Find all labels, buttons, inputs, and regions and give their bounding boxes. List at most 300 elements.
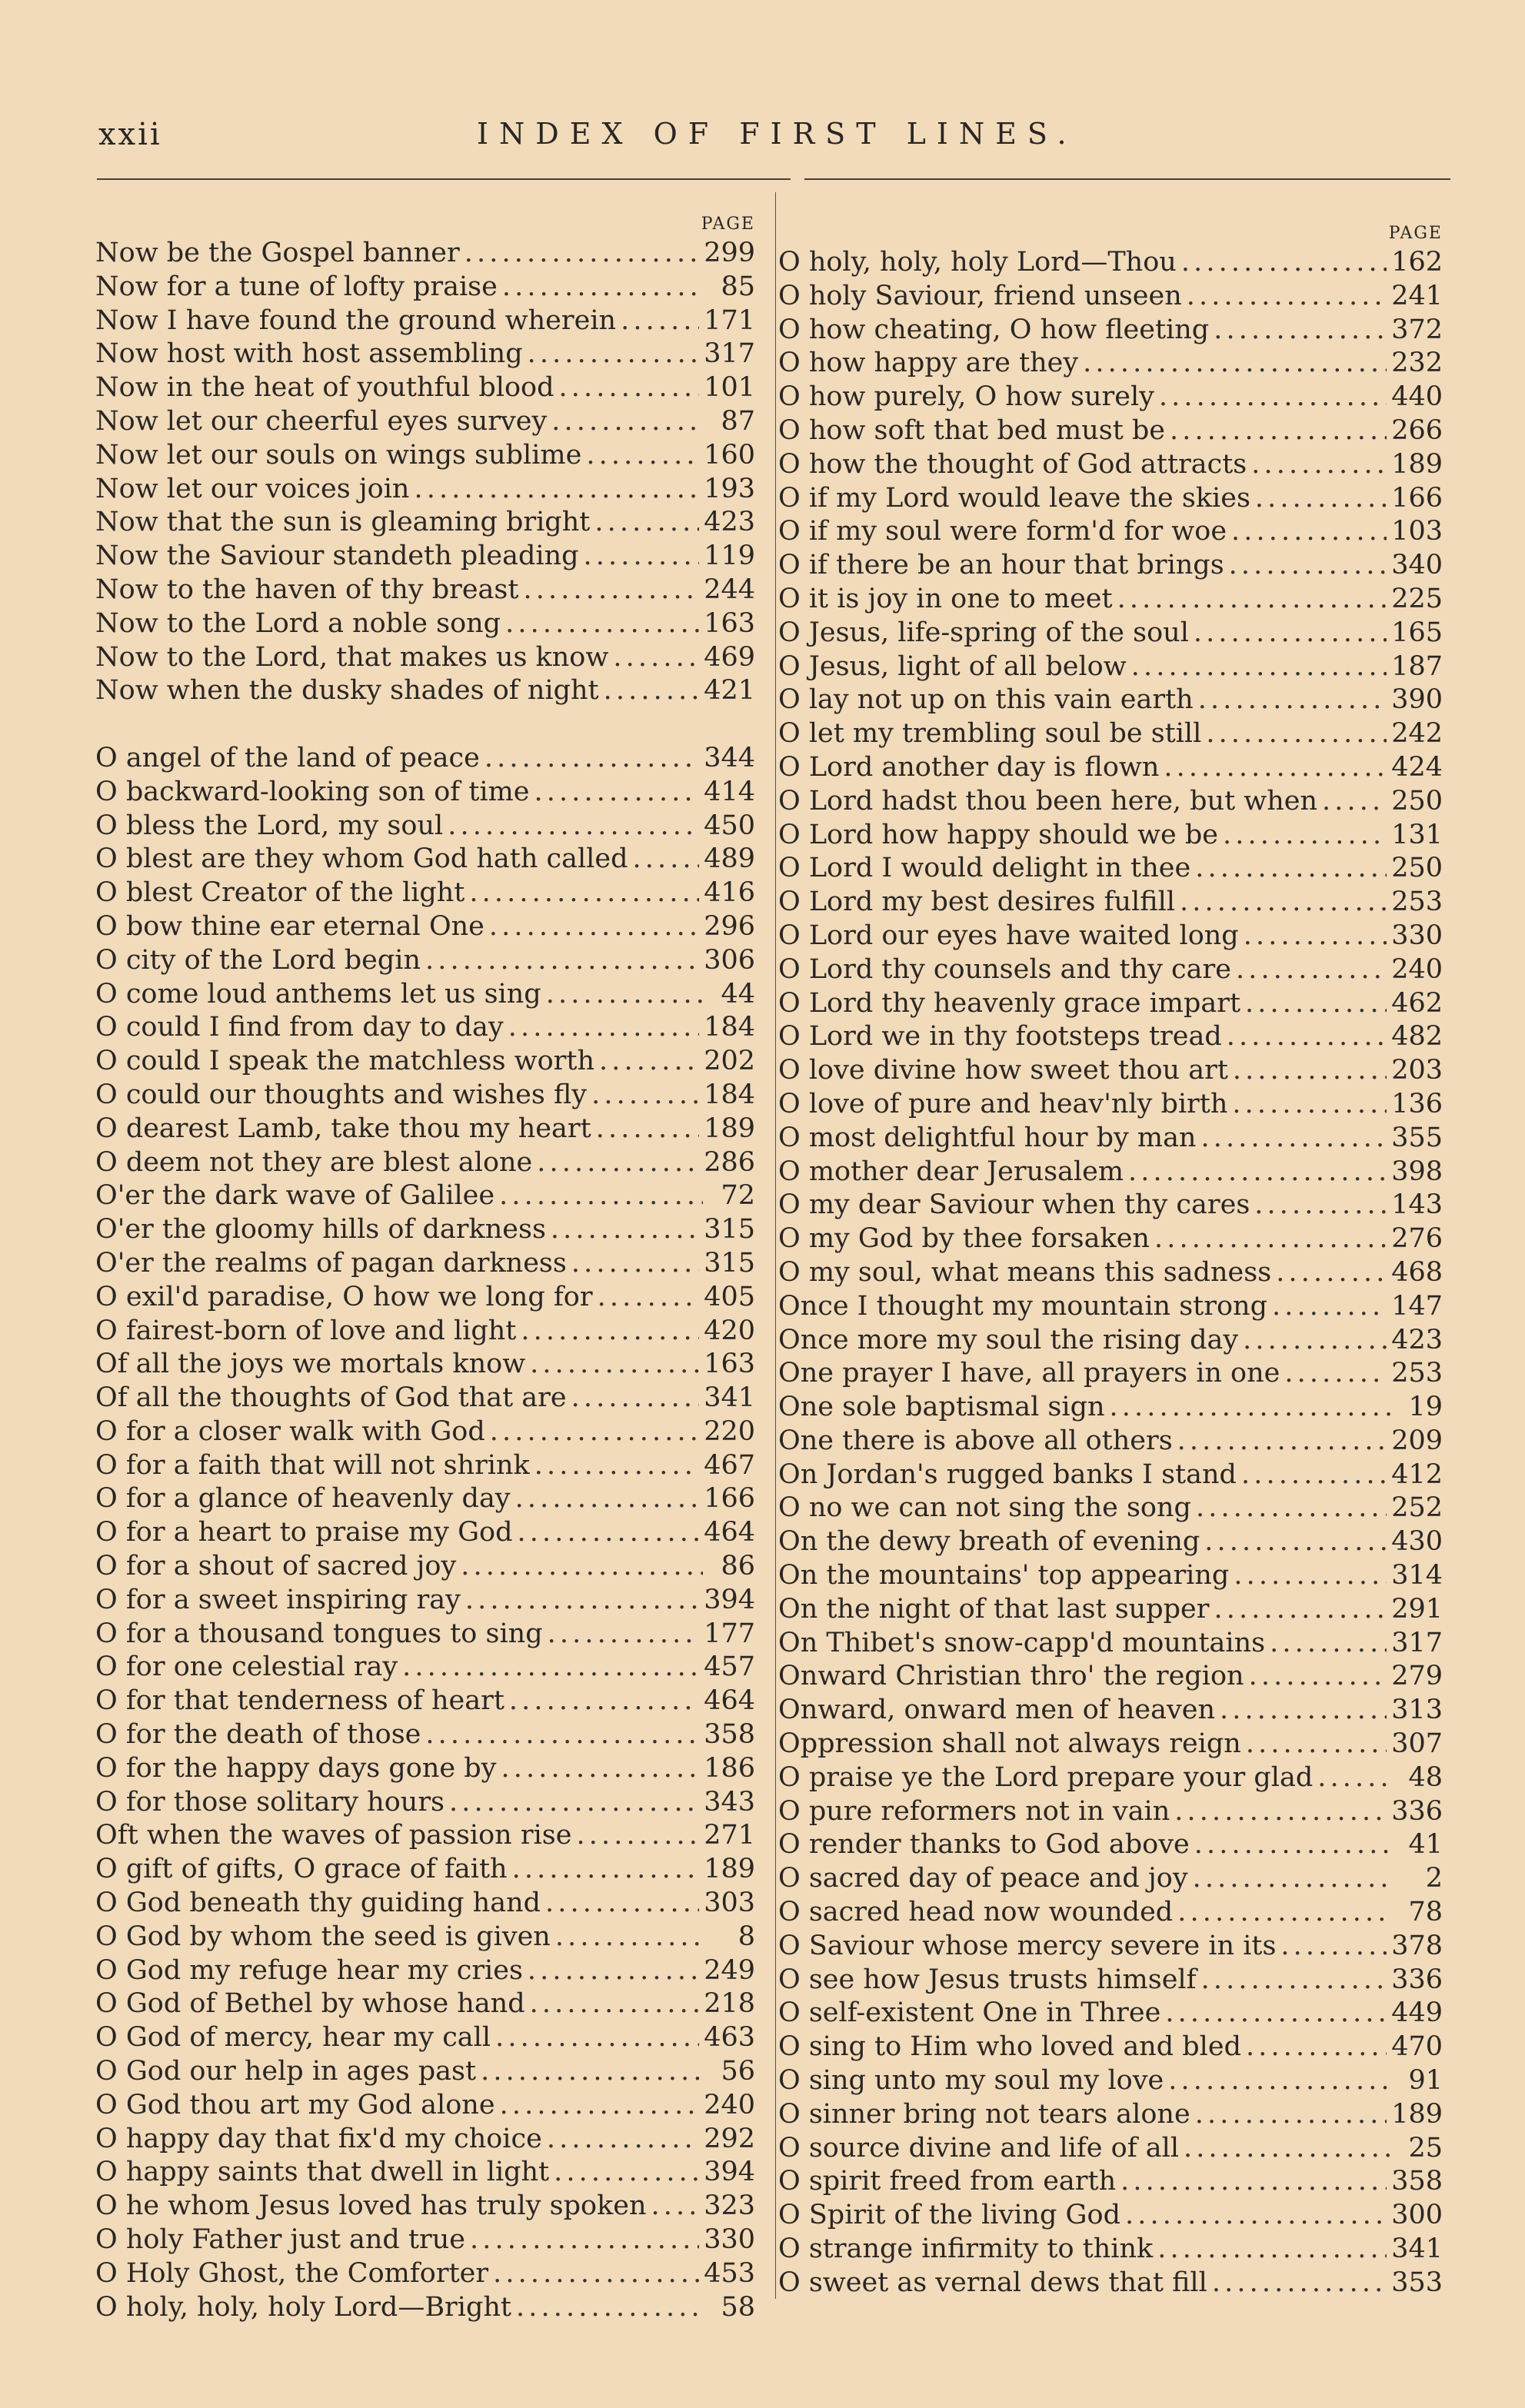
page-reference: 341 bbox=[1391, 2233, 1443, 2265]
index-entry bbox=[95, 1113, 755, 1146]
page-reference: 252 bbox=[1391, 1492, 1443, 1524]
page-reference: 242 bbox=[1391, 718, 1443, 750]
first-line-text: On the night of that last supper bbox=[778, 1593, 1210, 1625]
first-line-text: O praise ye the Lord prepare your glad bbox=[778, 1761, 1314, 1793]
dot-leader bbox=[1255, 482, 1387, 516]
first-line-text: O for the happy days gone by bbox=[95, 1752, 497, 1784]
index-entry bbox=[95, 1685, 755, 1718]
first-line-text: Once I thought my mountain strong bbox=[778, 1290, 1267, 1322]
dot-leader bbox=[599, 1045, 699, 1079]
dot-leader bbox=[1241, 1458, 1387, 1492]
index-entry bbox=[778, 785, 1443, 819]
index-entry bbox=[95, 1819, 755, 1853]
dot-leader bbox=[1231, 515, 1387, 549]
page-column-label: PAGE bbox=[1388, 224, 1443, 243]
first-line-text: O backward-looking son of time bbox=[95, 776, 530, 807]
dot-leader bbox=[1234, 1559, 1387, 1593]
first-line-text: O mother dear Jerusalem bbox=[778, 1156, 1124, 1187]
index-entry bbox=[778, 1660, 1443, 1694]
index-entry bbox=[95, 405, 755, 439]
dot-leader bbox=[461, 1550, 703, 1584]
dot-leader bbox=[555, 1921, 703, 1954]
page-reference: 186 bbox=[704, 1752, 755, 1784]
dot-leader bbox=[402, 1651, 699, 1685]
first-line-text: O for a heart to praise my God bbox=[95, 1517, 513, 1548]
index-entry bbox=[778, 2098, 1443, 2132]
page-reference: 449 bbox=[1391, 1997, 1443, 2029]
page-reference: 253 bbox=[1391, 1358, 1443, 1389]
first-line-text: O God by whom the seed is given bbox=[95, 1921, 551, 1952]
index-entry bbox=[778, 347, 1443, 381]
index-entry bbox=[95, 674, 755, 708]
page-reference: 420 bbox=[704, 1315, 755, 1346]
page-reference: 482 bbox=[1391, 1021, 1443, 1053]
dot-leader bbox=[1177, 1425, 1387, 1458]
first-line-text: O blest Creator of the light bbox=[95, 877, 465, 909]
page-reference: 271 bbox=[704, 1820, 755, 1851]
index-entry bbox=[778, 886, 1443, 920]
page-reference: 162 bbox=[1391, 247, 1443, 278]
header-rule-left bbox=[97, 178, 791, 180]
page-reference: 423 bbox=[704, 507, 755, 538]
first-line-text: O bow thine ear eternal One bbox=[95, 910, 484, 942]
page-reference: 330 bbox=[1391, 920, 1443, 951]
dot-leader bbox=[1083, 347, 1387, 381]
first-line-text: O God my refuge hear my cries bbox=[95, 1954, 523, 1986]
right-entries bbox=[778, 246, 1443, 2300]
page-reference: 147 bbox=[1391, 1290, 1443, 1322]
first-line-text: Now in the heat of youthful blood bbox=[95, 372, 554, 404]
page-reference: 394 bbox=[704, 2157, 755, 2188]
page-reference: 163 bbox=[704, 1349, 755, 1380]
dot-leader bbox=[1244, 920, 1387, 953]
index-entry bbox=[778, 751, 1443, 785]
index-entry bbox=[95, 1045, 755, 1079]
first-line-text: O Jesus, light of all below bbox=[778, 650, 1127, 682]
page-reference: 220 bbox=[704, 1415, 755, 1447]
page-reference: 160 bbox=[704, 439, 755, 471]
dot-leader bbox=[481, 2055, 703, 2089]
dot-leader bbox=[495, 2021, 699, 2055]
page-reference: 189 bbox=[704, 1854, 755, 1885]
page-reference: 394 bbox=[704, 1584, 755, 1615]
dot-leader bbox=[1168, 2064, 1390, 2098]
dot-leader bbox=[414, 473, 699, 507]
page-reference: 286 bbox=[704, 1146, 755, 1178]
index-entry bbox=[95, 1247, 755, 1281]
page-reference: 358 bbox=[1391, 2166, 1443, 2197]
first-line-text: O if my Lord would leave the skies bbox=[778, 482, 1250, 514]
index-entry bbox=[778, 1627, 1443, 1661]
page-reference: 249 bbox=[704, 1954, 755, 1986]
page-reference: 91 bbox=[1408, 2065, 1443, 2097]
first-line-text: O how soft that bed must be bbox=[778, 414, 1166, 446]
page-reference: 457 bbox=[704, 1651, 755, 1683]
index-entry bbox=[778, 852, 1443, 886]
index-entry bbox=[778, 2199, 1443, 2233]
index-entry bbox=[95, 1281, 755, 1315]
first-line-text: O Holy Ghost, the Comforter bbox=[95, 2257, 489, 2289]
first-line-text: On the mountains' top appearing bbox=[778, 1560, 1230, 1591]
dot-leader bbox=[534, 776, 700, 810]
page-reference: 343 bbox=[704, 1786, 755, 1818]
dot-leader bbox=[584, 540, 700, 574]
first-line-text: Oppression shall not always reign bbox=[778, 1728, 1241, 1760]
first-line-text: O God beneath thy guiding hand bbox=[95, 1887, 541, 1919]
index-entry bbox=[95, 1550, 755, 1584]
index-entry bbox=[778, 920, 1443, 953]
first-line-text: On the dewy breath of evening bbox=[778, 1526, 1200, 1558]
page-reference: 423 bbox=[1391, 1324, 1443, 1355]
first-line-text: O it is joy in one to meet bbox=[778, 583, 1113, 614]
dot-leader bbox=[1117, 583, 1387, 617]
first-line-text: O God our help in ages past bbox=[95, 2056, 477, 2087]
page-reference: 469 bbox=[704, 641, 755, 673]
index-entry bbox=[95, 1584, 755, 1618]
index-entry bbox=[778, 1256, 1443, 1290]
page-reference: 136 bbox=[1391, 1088, 1443, 1119]
page-reference: 430 bbox=[1391, 1526, 1443, 1558]
page-reference: 450 bbox=[704, 810, 755, 841]
index-entry bbox=[95, 1954, 755, 1988]
dot-leader bbox=[1243, 1324, 1387, 1358]
index-entry bbox=[778, 1357, 1443, 1391]
index-entry bbox=[778, 1222, 1443, 1256]
dot-leader bbox=[493, 2257, 699, 2291]
page-reference: 86 bbox=[721, 1551, 755, 1582]
dot-leader bbox=[1195, 852, 1387, 886]
page-reference: 78 bbox=[1408, 1897, 1443, 1928]
page-reference: 103 bbox=[1391, 516, 1443, 547]
index-entry bbox=[95, 843, 755, 876]
first-line-text: O happy day that fix'd my choice bbox=[95, 2123, 542, 2154]
index-entry bbox=[95, 910, 755, 944]
index-entry bbox=[778, 953, 1443, 987]
first-line-text: O my dear Saviour when thy cares bbox=[778, 1189, 1250, 1221]
page-reference: 101 bbox=[704, 372, 755, 404]
index-entry bbox=[778, 1559, 1443, 1593]
index-entry bbox=[778, 650, 1443, 684]
page-reference: 405 bbox=[704, 1281, 755, 1312]
dot-leader bbox=[559, 371, 700, 405]
index-entry bbox=[95, 574, 755, 607]
dot-leader bbox=[1201, 1964, 1387, 1997]
index-entry bbox=[778, 1492, 1443, 1525]
index-entry bbox=[778, 1156, 1443, 1189]
index-entry bbox=[95, 304, 755, 338]
running-head: INDEX OF FIRST LINES. bbox=[477, 117, 1077, 151]
index-entry bbox=[778, 617, 1443, 650]
dot-leader bbox=[633, 843, 700, 876]
dot-leader bbox=[1200, 1122, 1387, 1156]
page-reference: 358 bbox=[704, 1719, 755, 1751]
index-entry bbox=[778, 280, 1443, 314]
first-line-text: O Lord thy heavenly grace impart bbox=[778, 987, 1241, 1019]
first-line-text: O Lord hadst thou been here, but when bbox=[778, 785, 1318, 817]
page-reference: 250 bbox=[1391, 785, 1443, 817]
page-reference: 299 bbox=[704, 238, 755, 268]
dot-leader bbox=[1187, 280, 1387, 314]
dot-leader bbox=[1246, 1728, 1387, 1761]
dot-leader bbox=[425, 944, 699, 978]
dot-leader bbox=[470, 2223, 699, 2257]
index-entry bbox=[778, 515, 1443, 549]
first-line-text: O bless the Lord, my soul bbox=[95, 810, 444, 841]
index-entry bbox=[778, 2132, 1443, 2166]
page-reference: 421 bbox=[704, 675, 755, 707]
first-line-text: Of all the thoughts of God that are bbox=[95, 1382, 567, 1414]
index-entry bbox=[95, 1921, 755, 1954]
first-line-text: Now the Saviour standeth pleading bbox=[95, 540, 579, 572]
right-column bbox=[778, 221, 1443, 2300]
dot-leader bbox=[1204, 1525, 1387, 1559]
page-reference: 131 bbox=[1391, 819, 1443, 850]
index-entry bbox=[778, 1593, 1443, 1627]
index-entry bbox=[95, 978, 755, 1012]
page-reference: 166 bbox=[704, 1483, 755, 1515]
index-entry bbox=[95, 1179, 755, 1213]
index-entry bbox=[778, 583, 1443, 617]
first-line-text: O for a glance of heavenly day bbox=[95, 1483, 511, 1515]
page-reference: 119 bbox=[704, 540, 755, 572]
dot-leader bbox=[1131, 650, 1387, 684]
dot-leader bbox=[1214, 314, 1387, 348]
index-entry bbox=[778, 1391, 1443, 1425]
first-line-text: Now that the sun is gleaming bright bbox=[95, 507, 591, 538]
first-line-text: O for one celestial ray bbox=[95, 1651, 398, 1683]
page-reference: 340 bbox=[1391, 550, 1443, 581]
first-line-text: O holy, holy, holy Lord—Bright bbox=[95, 2291, 511, 2323]
page-reference: 240 bbox=[704, 2089, 755, 2120]
dot-leader bbox=[1206, 717, 1387, 751]
dot-leader bbox=[613, 641, 699, 675]
dot-leader bbox=[449, 1786, 699, 1820]
first-line-text: O Lord we in thy footsteps tread bbox=[778, 1021, 1222, 1053]
dot-leader bbox=[1246, 2031, 1387, 2064]
page-reference: 250 bbox=[1391, 853, 1443, 884]
first-line-text: O blest are they whom God hath called bbox=[95, 843, 628, 875]
dot-leader bbox=[596, 1113, 700, 1146]
dot-leader bbox=[1227, 1020, 1387, 1054]
page-reference: 317 bbox=[1391, 1627, 1443, 1658]
page-reference: 336 bbox=[1391, 1964, 1443, 1995]
first-line-text: O Lord another day is flown bbox=[778, 751, 1160, 783]
first-line-text: O how happy are they bbox=[778, 348, 1079, 379]
index-entry bbox=[95, 607, 755, 641]
left-column bbox=[95, 212, 755, 2324]
first-line-text: O how the thought of God attracts bbox=[778, 448, 1247, 480]
dot-leader bbox=[1159, 381, 1387, 414]
dot-leader bbox=[1223, 819, 1387, 853]
first-line-text: On Jordan's rugged banks I stand bbox=[778, 1458, 1237, 1490]
index-entry bbox=[95, 1618, 755, 1651]
page-reference: 184 bbox=[704, 1012, 755, 1043]
dot-leader bbox=[1164, 751, 1387, 785]
index-entry bbox=[95, 1348, 755, 1382]
index-entry bbox=[95, 1987, 755, 2021]
first-line-text: One prayer I have, all prayers in one bbox=[778, 1358, 1280, 1389]
page-reference: 330 bbox=[704, 2224, 755, 2256]
index-entry bbox=[778, 246, 1443, 280]
index-entry bbox=[778, 819, 1443, 853]
first-line-text: O how purely, O how surely bbox=[778, 381, 1154, 413]
index-entry bbox=[95, 2055, 755, 2089]
page-reference: 390 bbox=[1391, 684, 1443, 716]
dot-leader bbox=[469, 876, 699, 910]
first-line-text: O Spirit of the living God bbox=[778, 2200, 1120, 2231]
dot-leader bbox=[1184, 2132, 1390, 2166]
page-reference: 463 bbox=[704, 2022, 755, 2054]
index-entry bbox=[778, 683, 1443, 717]
first-line-text: O'er the dark wave of Galilee bbox=[95, 1180, 495, 1212]
index-entry bbox=[95, 2190, 755, 2223]
dot-leader bbox=[509, 1685, 699, 1718]
index-entry bbox=[95, 439, 755, 473]
dot-leader bbox=[502, 271, 703, 304]
dot-leader bbox=[571, 1382, 700, 1415]
dot-leader bbox=[1157, 2233, 1387, 2267]
first-line-text: O sweet as vernal dews that fill bbox=[778, 2267, 1207, 2298]
page-reference: 187 bbox=[1391, 650, 1443, 682]
first-line-text: O love of pure and heav'nly birth bbox=[778, 1088, 1228, 1119]
dot-leader bbox=[1280, 1930, 1387, 1964]
first-line-text: Now to the haven of thy breast bbox=[95, 574, 519, 605]
dot-leader bbox=[1177, 1896, 1390, 1930]
dot-leader bbox=[545, 1887, 699, 1921]
index-entry bbox=[95, 1853, 755, 1887]
page-reference: 241 bbox=[1391, 280, 1443, 311]
first-line-text: O sacred day of peace and joy bbox=[778, 1863, 1188, 1894]
page-reference: 398 bbox=[1391, 1156, 1443, 1187]
first-line-text: O for a closer walk with God bbox=[95, 1415, 485, 1447]
first-line-text: O deem not they are blest alone bbox=[95, 1146, 533, 1178]
first-line-text: O'er the gloomy hills of darkness bbox=[95, 1214, 546, 1246]
dot-leader bbox=[554, 2156, 699, 2190]
index-entry bbox=[95, 1887, 755, 1921]
page-reference: 193 bbox=[704, 473, 755, 504]
first-line-text: O pure reformers not in vain bbox=[778, 1795, 1170, 1827]
index-entry bbox=[778, 1997, 1443, 2031]
index-entry bbox=[778, 2233, 1443, 2267]
page-reference: 291 bbox=[1391, 1593, 1443, 1625]
dot-leader bbox=[1193, 1862, 1390, 1896]
first-line-text: Of all the joys we mortals know bbox=[95, 1349, 526, 1380]
o-entries bbox=[95, 742, 755, 2324]
page-reference: 470 bbox=[1391, 2031, 1443, 2063]
index-entry bbox=[95, 473, 755, 507]
page-reference: 315 bbox=[704, 1214, 755, 1246]
page-reference: 244 bbox=[704, 574, 755, 605]
first-line-text: O angel of the land of peace bbox=[95, 742, 480, 773]
index-entry bbox=[778, 717, 1443, 751]
page-reference: 41 bbox=[1408, 1829, 1443, 1861]
page-reference: 416 bbox=[704, 877, 755, 909]
page-reference: 203 bbox=[1391, 1055, 1443, 1086]
index-entry bbox=[778, 1290, 1443, 1324]
dot-leader bbox=[537, 1146, 699, 1180]
page-reference: 85 bbox=[721, 271, 755, 302]
index-entry bbox=[95, 1786, 755, 1820]
page-reference: 307 bbox=[1391, 1728, 1443, 1760]
page-reference: 163 bbox=[704, 607, 755, 639]
page-reference: 8 bbox=[738, 1921, 755, 1952]
dot-leader bbox=[1128, 1156, 1387, 1189]
first-line-text: Onward Christian thro' the region bbox=[778, 1661, 1244, 1692]
index-entry bbox=[95, 1415, 755, 1449]
first-line-text: O Lord my best desires fulfill bbox=[778, 886, 1175, 918]
page-reference: 25 bbox=[1408, 2132, 1443, 2164]
page-reference: 313 bbox=[1391, 1695, 1443, 1726]
dot-leader bbox=[489, 910, 699, 944]
index-entry bbox=[778, 1425, 1443, 1458]
index-entry bbox=[95, 338, 755, 371]
dot-leader bbox=[518, 1516, 700, 1550]
page-reference: 412 bbox=[1391, 1458, 1443, 1490]
dot-leader bbox=[551, 1213, 699, 1247]
dot-leader bbox=[598, 1281, 700, 1315]
dot-leader bbox=[1125, 2199, 1387, 2233]
page-reference: 177 bbox=[704, 1618, 755, 1649]
page-reference: 279 bbox=[1391, 1661, 1443, 1692]
index-entry bbox=[95, 1213, 755, 1247]
first-line-text: O lay not up on this vain earth bbox=[778, 684, 1194, 716]
first-line-text: O holy, holy, holy Lord—Thou bbox=[778, 247, 1177, 278]
group-spacer bbox=[95, 708, 755, 742]
page-reference: 189 bbox=[1391, 2098, 1443, 2130]
page-reference: 315 bbox=[704, 1247, 755, 1279]
first-line-text: Now when the dusky shades of night bbox=[95, 675, 599, 707]
first-line-text: O my God by thee forsaken bbox=[778, 1223, 1150, 1255]
index-entry bbox=[95, 237, 755, 271]
first-line-text: O gift of gifts, O grace of faith bbox=[95, 1854, 508, 1885]
page-reference: 306 bbox=[704, 944, 755, 976]
dot-leader bbox=[1284, 1357, 1387, 1391]
first-line-text: O'er the realms of pagan darkness bbox=[95, 1247, 567, 1279]
page-reference: 353 bbox=[1391, 2267, 1443, 2298]
index-entry bbox=[778, 2165, 1443, 2199]
index-entry bbox=[95, 742, 755, 776]
page-reference: 341 bbox=[704, 1382, 755, 1414]
first-line-text: O exil'd paradise, O how we long for bbox=[95, 1281, 593, 1312]
first-line-text: Now let our voices join bbox=[95, 473, 410, 504]
dot-leader bbox=[651, 2190, 700, 2223]
dot-leader bbox=[1251, 448, 1387, 482]
page-reference: 378 bbox=[1391, 1930, 1443, 1961]
dot-leader bbox=[508, 1011, 700, 1045]
dot-leader bbox=[500, 2089, 700, 2123]
page-reference: 468 bbox=[1391, 1256, 1443, 1288]
dot-leader bbox=[1181, 246, 1387, 280]
dot-leader bbox=[1254, 1189, 1387, 1222]
first-line-text: O source divine and life of all bbox=[778, 2132, 1180, 2164]
page-reference: 218 bbox=[704, 1988, 755, 2020]
dot-leader bbox=[505, 607, 699, 641]
first-line-text: O if my soul were form'd for woe bbox=[778, 516, 1227, 547]
index-entry bbox=[95, 1146, 755, 1180]
dot-leader bbox=[1194, 617, 1387, 650]
dot-leader bbox=[1322, 785, 1387, 819]
page-reference: 189 bbox=[704, 1113, 755, 1144]
index-entry bbox=[778, 1795, 1443, 1829]
dot-leader bbox=[490, 1415, 699, 1449]
page-reference: 166 bbox=[1391, 482, 1443, 514]
first-line-text: Oft when the waves of passion rise bbox=[95, 1820, 572, 1851]
index-entry bbox=[778, 414, 1443, 448]
page-reference: 314 bbox=[1391, 1560, 1443, 1591]
first-line-text: O holy Saviour, friend unseen bbox=[778, 280, 1182, 311]
first-line-text: Now to the Lord, that makes us know bbox=[95, 641, 609, 673]
page-reference: 323 bbox=[704, 2190, 755, 2222]
